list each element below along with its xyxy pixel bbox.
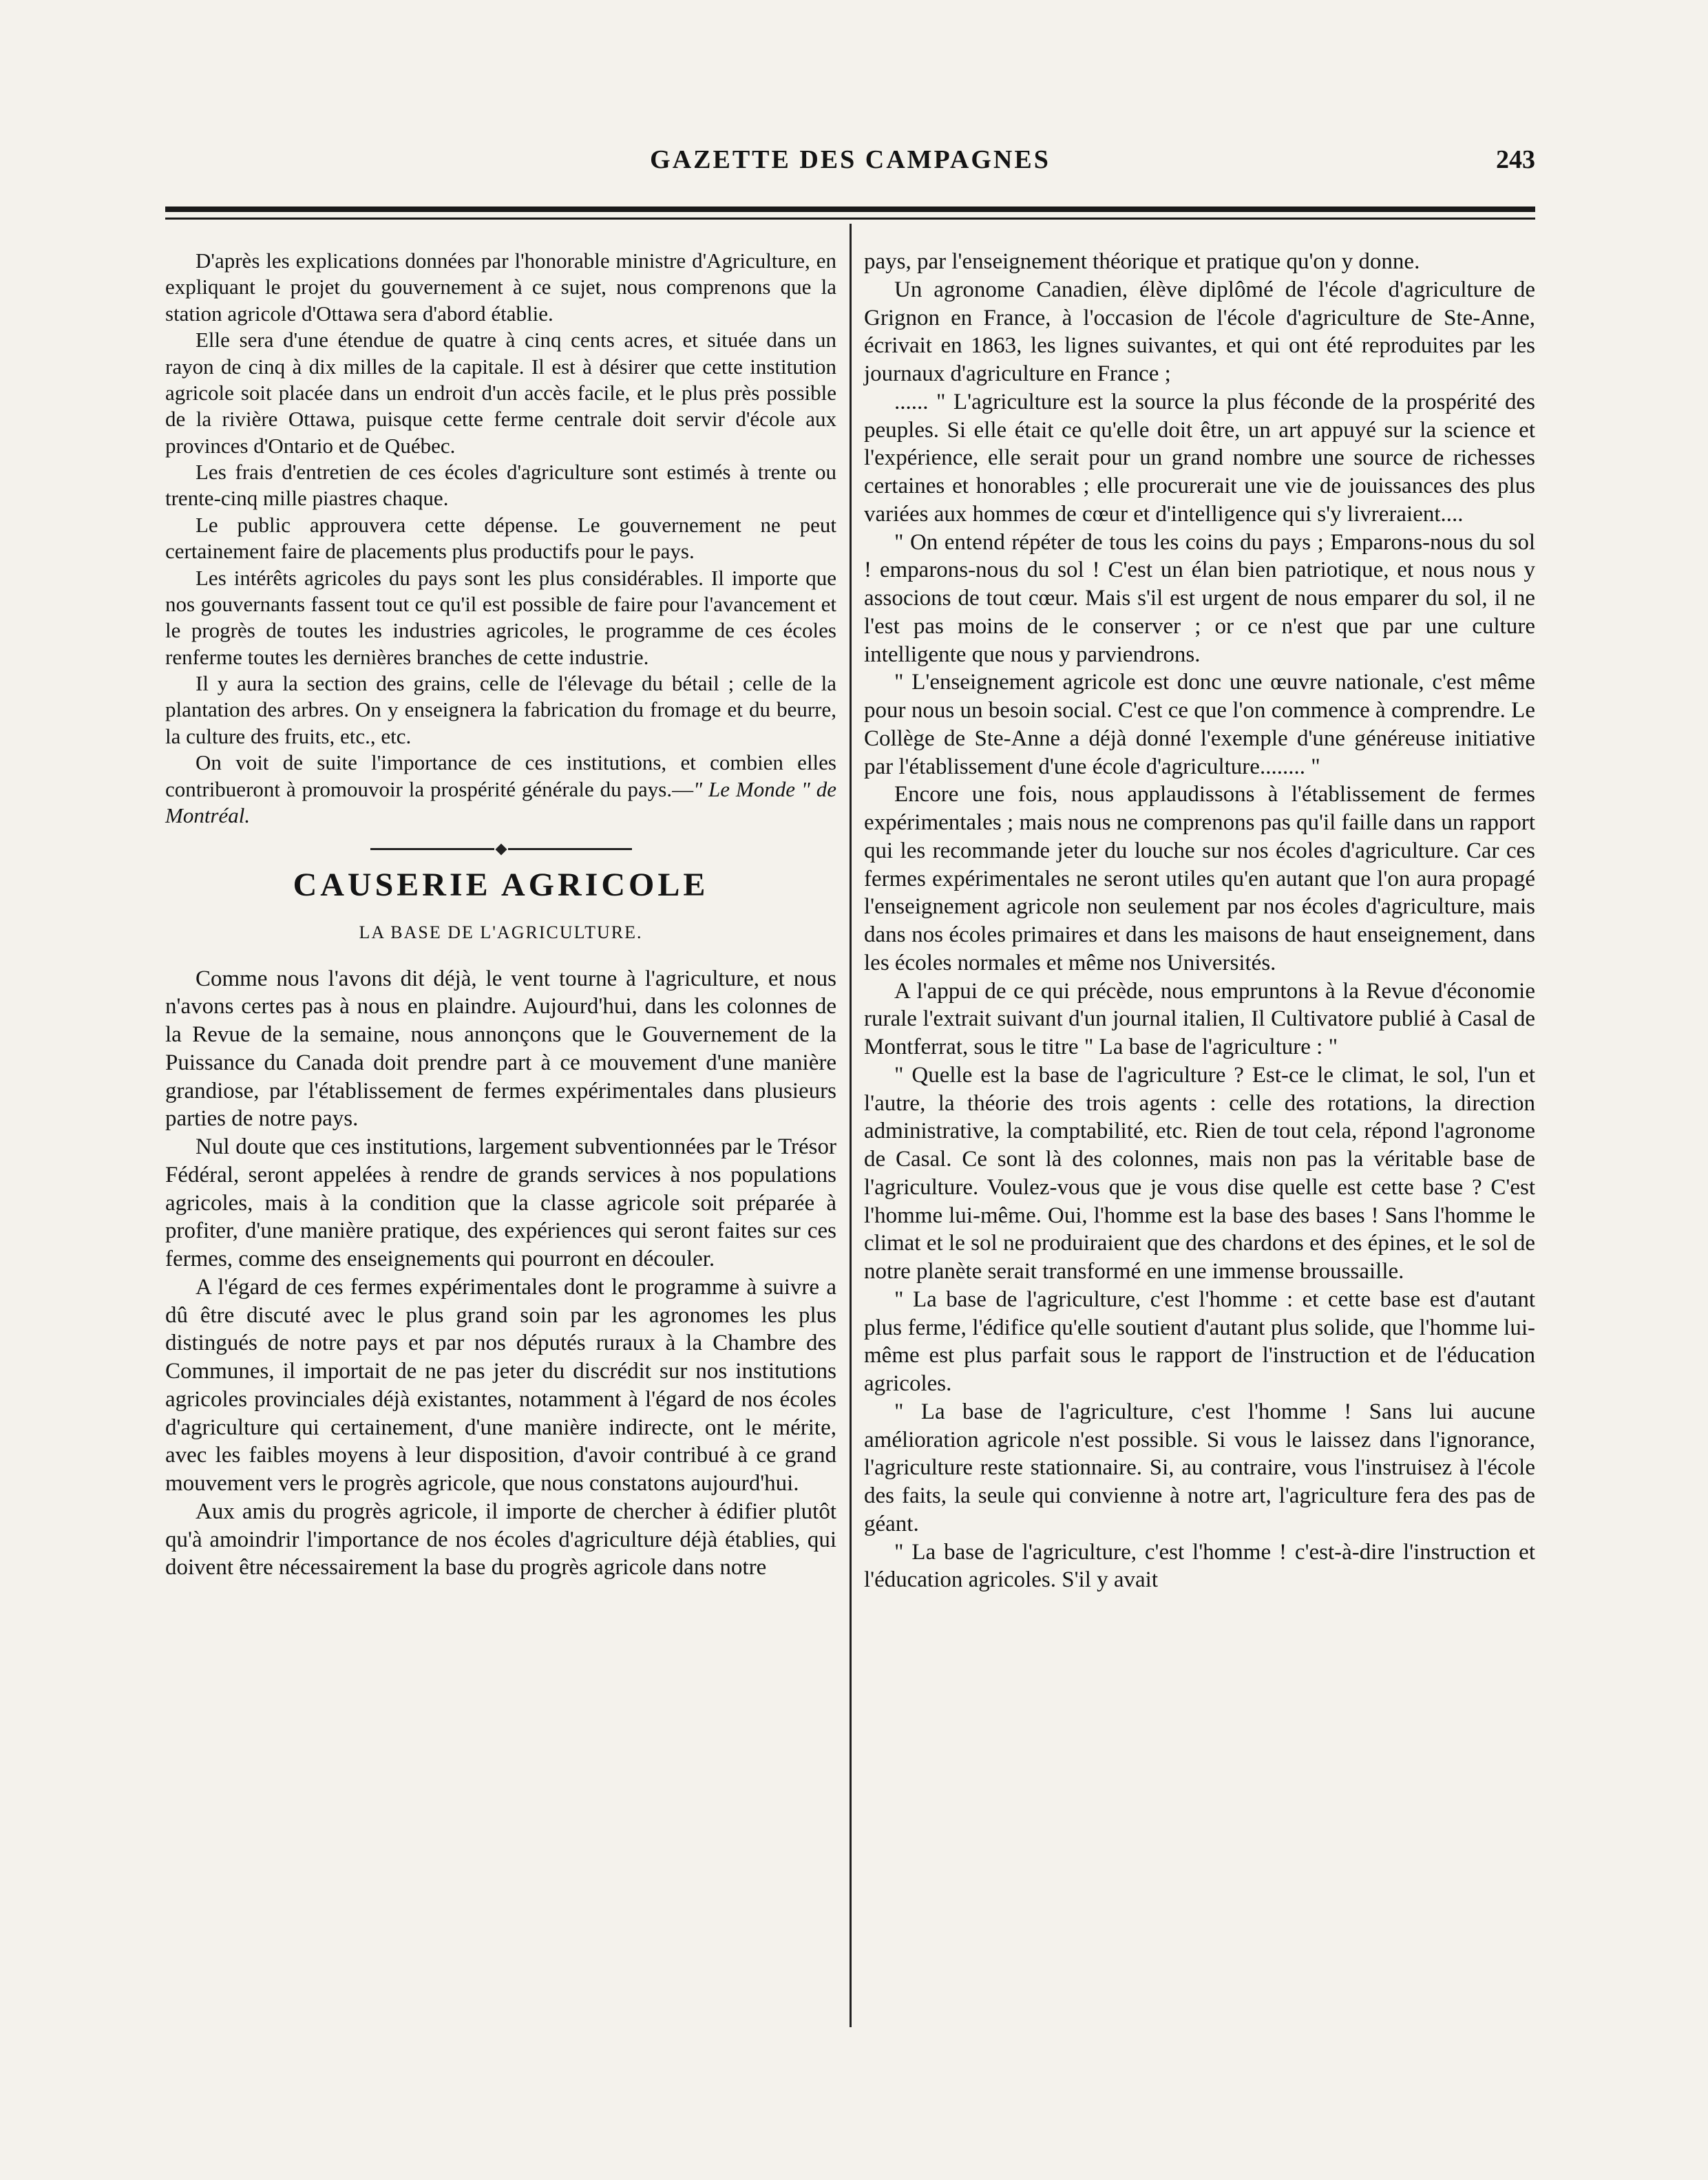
section-ornament xyxy=(165,838,836,859)
quote-paragraph: " La base de l'agriculture, c'est l'homme ! c'est-à-dire l'instruction et l'éducation agricoles. S'il y avait xyxy=(864,1539,1535,1593)
closing-paragraph xyxy=(165,750,836,829)
quote-paragraph: ...... " L'agriculture est la source la plus féconde de la prospérité des peuples. Si elle était ce qu'elle doit être, un art appuyé sur la science et l'expérience, elle serait pour un grand nombre une source de richesses certaines et honorables ; elle procurerait une vie de jouissances des plus variées aux hommes de cœur et d'intelligence qui s'y livreraient.... xyxy=(864,389,1535,527)
column-divider xyxy=(850,224,852,2027)
paragraph: Elle sera d'une étendue de quatre à cinq cents acres, et située dans un rayon de cinq à dix milles de la capitale. Il est à désirer que cette institution agricole soit placée dans un endroit d'un accès facile, et le plus près possible de la rivière Ottawa, puisque cette ferme centrale doit servir d'école aux provinces d'Ontario et de Québec. xyxy=(165,328,836,458)
paragraph: Il y aura la section des grains, celle de l'élevage du bétail ; celle de la plantation des arbres. On y enseignera la fabrication du fromage et du beurre, la culture des fruits, etc., etc. xyxy=(165,671,836,748)
paragraph: Les frais d'entretien de ces écoles d'agriculture sont estimés à trente ou trente-cinq mille piastres chaque. xyxy=(165,460,836,511)
paragraph: Le public approuvera cette dépense. Le gouvernement ne peut certainement faire de placements plus productifs pour le pays. xyxy=(165,512,836,564)
paragraph: A l'égard de ces fermes expérimentales dont le programme à suivre a dû être discuté avec le plus grand soin par les agronomes les plus distingués de notre pays et par nos députés ruraux à la Chambre des Communes, il importait de ne pas jeter du discrédit sur nos institutions agricoles provinciales déjà existantes, notamment à l'égard de nos écoles d'agriculture qui certainement, d'une manière indirecte, ont le mérite, avec les faibles moyens à leur disposition, d'avoir contribué à ce grand mouvement vers le progrès agricole, que nous constatons aujourd'hui. xyxy=(165,1274,836,1496)
quote-paragraph: " La base de l'agriculture, c'est l'homme ! Sans lui aucune amélioration agricole n'est possible. Si vous le laissez dans l'ignorance, l'agriculture reste stationnaire. Si, au contraire, vous l'instruisez à l'école des faits, la seule qui convienne à notre art, l'agriculture fera des pas de géant. xyxy=(864,1399,1535,1536)
paragraph: Encore une fois, nous applaudissons à l'établissement de fermes expérimentales ; mais nous ne comprenons pas qu'il faille dans un rapport qui les recommande jeter du louche sur nos écoles d'agriculture. Car ces fermes expérimentales ne seront utiles qu'en autant que l'on aura propagé l'enseignement agricole non seulement par nos écoles d'agriculture, mais dans nos écoles primaires et dans les maisons de haut enseignement, dans les écoles normales et même nos Universités. xyxy=(864,782,1535,975)
ornament-line xyxy=(508,848,632,850)
section-subtitle: LA BASE DE L'AGRICULTURE. xyxy=(359,922,643,943)
paragraph-text: On voit de suite l'importance de ces institutions, et combien elles contribueront à promouvoir la prospérité générale du pays.— xyxy=(165,750,836,801)
page-header xyxy=(165,145,1535,186)
page-number: 243 xyxy=(1496,145,1535,174)
quote-paragraph: " On entend répéter de tous les coins du pays ; Emparons-nous du sol ! emparons-nous du sol ! C'est un élan bien patriotique, et nous nous y associons de tout cœur. Mais s'il est urgent de nous emparer du sol, il ne l'est pas moins de le conserver ; or ce n'est que par une culture intelligente que nous y parviendrons. xyxy=(864,529,1535,667)
paragraph: D'après les explications données par l'honorable ministre d'Agriculture, en expliquant le projet du gouvernement à ce sujet, nous comprenons que la station agricole d'Ottawa sera d'abord établie. xyxy=(165,248,836,326)
right-column xyxy=(864,248,1535,1594)
section-title: CAUSERIE AGRICOLE xyxy=(293,866,709,903)
source-credit: " Le Monde " de Montréal. xyxy=(165,776,836,827)
paragraph: Nul doute que ces institutions, largement subventionnées par le Trésor Fédéral, seront appelées à rendre de grands services à nos populations agricoles, mais à la condition que la classe agricole soit préparée à profiter, d'une manière pratique, des expériences qui seront faites sur ces fermes, comme des enseignements qui pourront en découler. xyxy=(165,1134,836,1272)
header-rule-thin xyxy=(165,218,1535,220)
paragraph: A l'appui de ce qui précède, nous empruntons à la Revue d'économie rurale l'extrait suivant d'un journal italien, Il Cultivatore publié à Casal de Montferrat, sous le titre " La base de l'agriculture : " xyxy=(864,978,1535,1059)
paragraph: Comme nous l'avons dit déjà, le vent tourne à l'agriculture, et nous n'avons certes pas à nous en plaindre. Aujourd'hui, dans les colonnes de la Revue de la semaine, nous annonçons que le Gouvernement de la Puissance du Canada doit prendre part à ce mouvement d'une manière grandiose, par l'établissement de fermes expérimentales dans plusieurs parties de notre pays. xyxy=(165,966,836,1132)
quote-paragraph: " L'enseignement agricole est donc une œuvre nationale, c'est même pour nous un besoin social. C'est ce que l'on commence à comprendre. Le Collège de Ste-Anne a déjà donné l'exemple d'une généreuse initiative par l'établissement d'une école d'agriculture........ " xyxy=(864,670,1535,779)
section-body xyxy=(165,965,836,1583)
paragraph: Les intérêts agricoles du pays sont les plus considérables. Il importe que nos gouvernants fassent tout ce qu'il est possible de faire pour l'avancement et le progrès de toutes les industries agricoles, le programme de ces écoles renferme toutes les dernières branches de cette industrie. xyxy=(165,565,836,669)
quote-paragraph: " La base de l'agriculture, c'est l'homme : et cette base est d'autant plus ferme, l'édifice qu'elle soutient d'autant plus solide, que l'homme lui-même est plus parfait sous le rapport de l'instruction et de l'éducation agricoles. xyxy=(864,1287,1535,1396)
header-rule-thick xyxy=(165,207,1535,212)
paragraph: Un agronome Canadien, élève diplômé de l'école d'agriculture de Grignon en France, à l'occasion de l'école d'agriculture de Ste-Anne, écrivait en 1863, les lignes suivantes, et qui ont été reproduites par les journaux d'agriculture en France ; xyxy=(864,277,1535,386)
paragraph: pays, par l'enseignement théorique et pratique qu'on y donne. xyxy=(864,249,1420,274)
left-column xyxy=(165,248,836,1582)
running-title: GAZETTE DES CAMPAGNES xyxy=(650,145,1051,174)
paragraph: Aux amis du progrès agricole, il importe de chercher à édifier plutôt qu'à amoindrir l'importance de nos écoles d'agriculture déjà établies, qui doivent être nécessairement la base du progrès agricole dans notre xyxy=(165,1499,836,1580)
ornament-diamond xyxy=(495,843,507,855)
ornament-line xyxy=(370,848,494,850)
quote-paragraph: " Quelle est la base de l'agriculture ? Est-ce le climat, le sol, l'un et l'autre, la théorie des trois agents : celle des rotations, la direction administrative, la comptabilité, etc. Rien de tout cela, répond l'agronome de Casal. Ce sont là des colonnes, mais non pas la véritable base de l'agriculture. Voulez-vous que je vous dise quelle est cette base ? C'est l'homme lui-même. Oui, l'homme est la base des bases ! Sans l'homme le climat et le sol ne produiraient que des chardons et des épines, et le sol de notre planète serait transformé en une immense broussaille. xyxy=(864,1062,1535,1284)
